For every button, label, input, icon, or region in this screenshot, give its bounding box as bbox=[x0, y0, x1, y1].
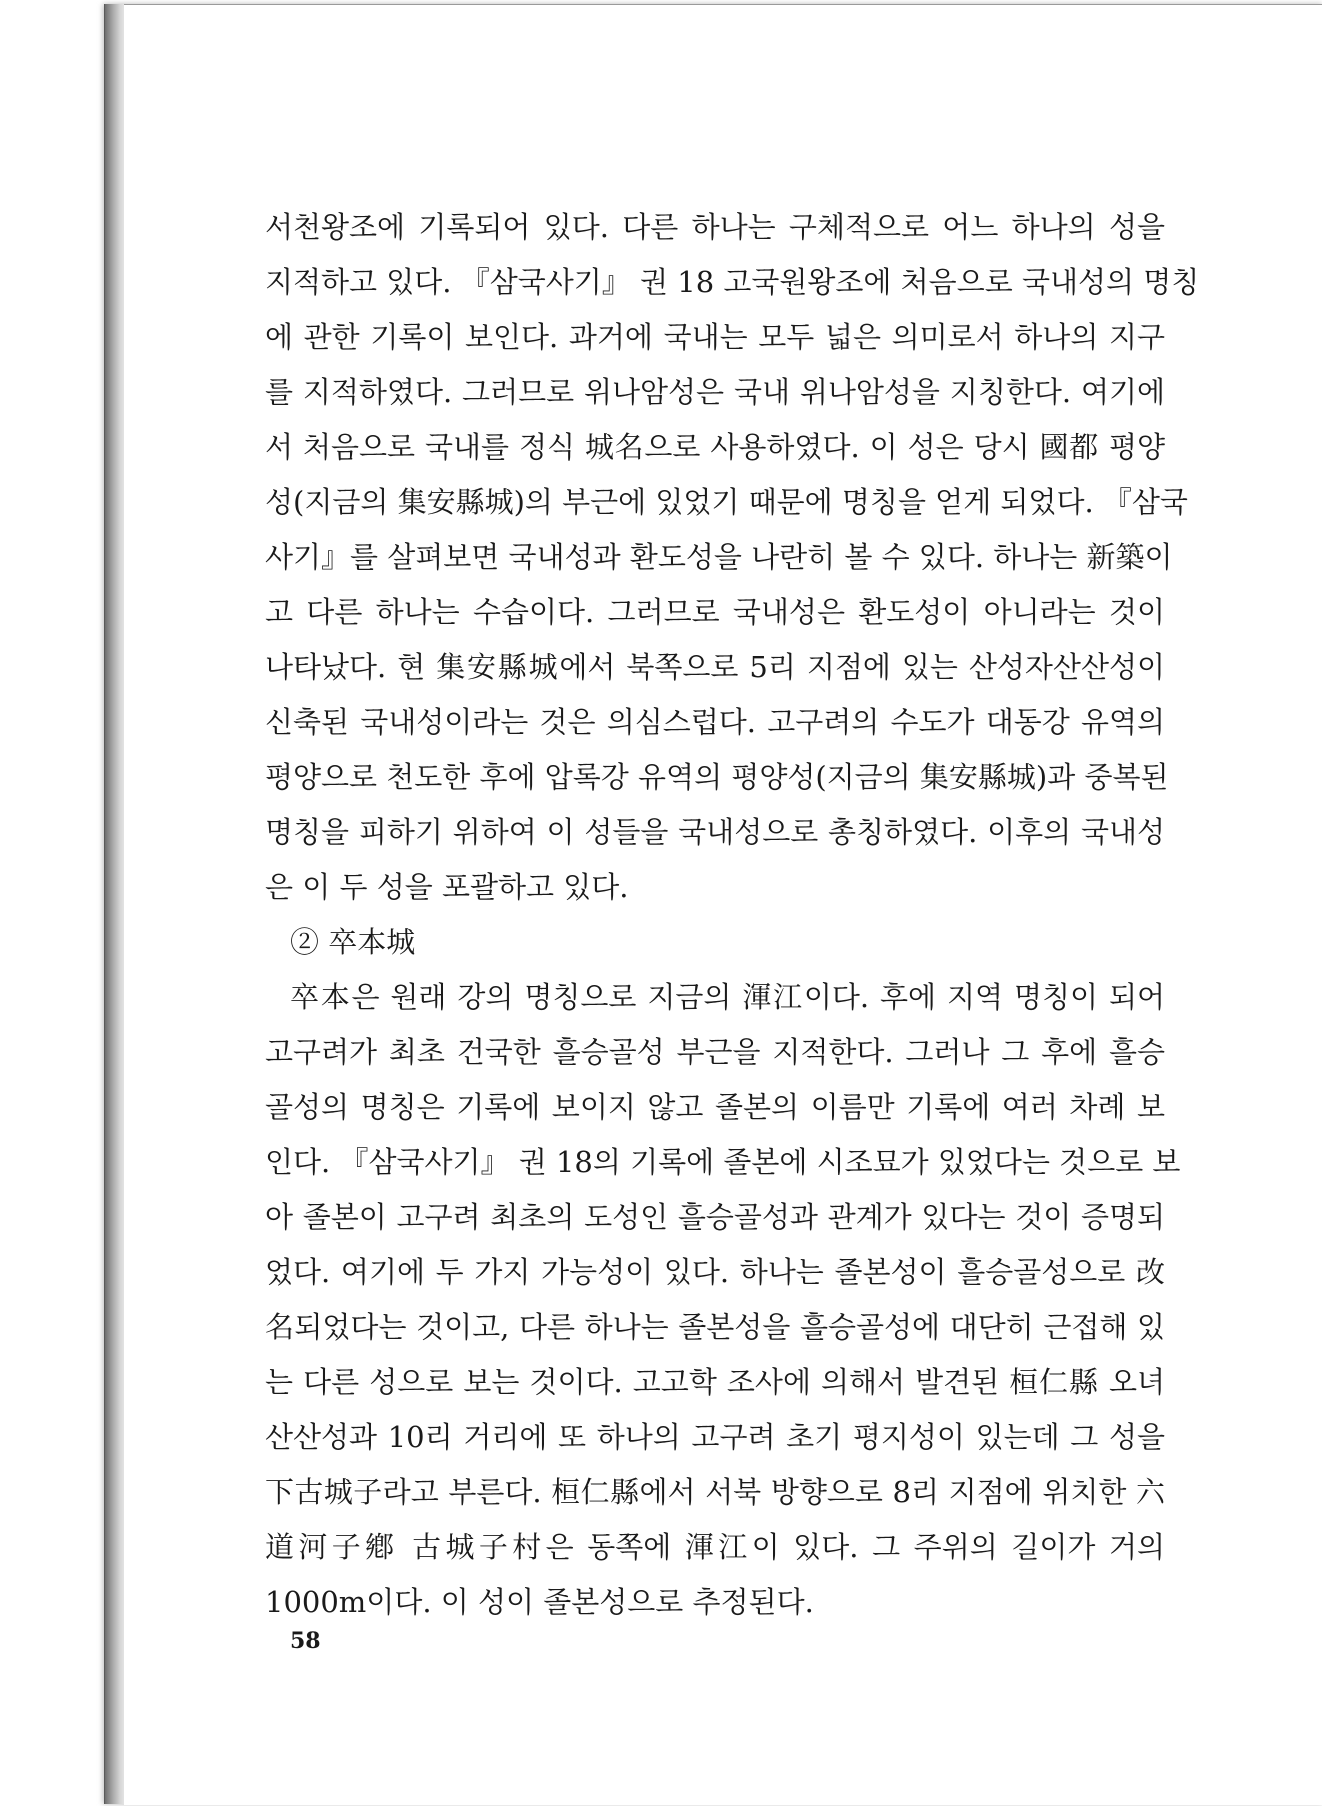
text-line: 지적하고 있다. 『삼국사기』 권 18 고국원왕조에 처음으로 국내성의 명칭 bbox=[265, 265, 1200, 299]
text-line: 평양으로 천도한 후에 압록강 유역의 평양성(지금의 集安縣城)과 중복된 bbox=[265, 760, 1169, 794]
text-line: 서 처음으로 국내를 정식 城名으로 사용하였다. 이 성은 당시 國都 평양 bbox=[265, 430, 1165, 464]
text-line: 名되었다는 것이고, 다른 하나는 졸본성을 흘승골성에 대단히 근접해 있 bbox=[265, 1310, 1165, 1344]
text-line: 고 다른 하나는 수습이다. 그러므로 국내성은 환도성이 아니라는 것이 bbox=[265, 595, 1165, 629]
text-line: 고구려가 최초 건국한 흘승골성 부근을 지적한다. 그러나 그 후에 흘승 bbox=[265, 1035, 1165, 1069]
text-line: 道河子鄕 古城子村은 동쪽에 渾江이 있다. 그 주위의 길이가 거의 bbox=[265, 1530, 1165, 1564]
text-line: 는 다른 성으로 보는 것이다. 고고학 조사에 의해서 발견된 桓仁縣 오녀 bbox=[265, 1365, 1165, 1399]
text-line: 나타났다. 현 集安縣城에서 북쪽으로 5리 지점에 있는 산성자산산성이 bbox=[265, 650, 1165, 684]
text-line: 성(지금의 集安縣城)의 부근에 있었기 때문에 명칭을 얻게 되었다. 『삼국 bbox=[265, 485, 1188, 519]
text-line: 신축된 국내성이라는 것은 의심스럽다. 고구려의 수도가 대동강 유역의 bbox=[265, 705, 1165, 739]
text-line: 下古城子라고 부른다. 桓仁縣에서 서북 방향으로 8리 지점에 위치한 六 bbox=[265, 1475, 1165, 1509]
text-line: 인다. 『삼국사기』 권 18의 기록에 졸본에 시조묘가 있었다는 것으로 보 bbox=[265, 1145, 1181, 1179]
paragraph-2 bbox=[265, 970, 1181, 1630]
text-line: 1000m이다. 이 성이 졸본성으로 추정된다. bbox=[265, 1585, 814, 1619]
text-line: 사기』를 살펴보면 국내성과 환도성을 나란히 볼 수 있다. 하나는 新築이 bbox=[265, 540, 1173, 574]
text-line: 은 이 두 성을 포괄하고 있다. bbox=[265, 870, 629, 904]
page-number: 58 bbox=[290, 1628, 321, 1654]
text-line: 골성의 명칭은 기록에 보이지 않고 졸본의 이름만 기록에 여러 차례 보 bbox=[265, 1090, 1165, 1124]
text-line: 서천왕조에 기록되어 있다. 다른 하나는 구체적으로 어느 하나의 성을 bbox=[265, 210, 1165, 244]
text-line: 를 지적하였다. 그러므로 위나암성은 국내 위나암성을 지칭한다. 여기에 bbox=[265, 375, 1165, 409]
section-heading: ② 卒本城 bbox=[290, 925, 416, 959]
paragraph-1 bbox=[265, 200, 1200, 915]
text-line: 卒本은 원래 강의 명칭으로 지금의 渾江이다. 후에 지역 명칭이 되어 bbox=[290, 980, 1165, 1014]
text-line: 아 졸본이 고구려 최초의 도성인 흘승골성과 관계가 있다는 것이 증명되 bbox=[265, 1200, 1165, 1234]
text-line: 명칭을 피하기 위하여 이 성들을 국내성으로 총칭하였다. 이후의 국내성 bbox=[265, 815, 1165, 849]
text-line: 었다. 여기에 두 가지 가능성이 있다. 하나는 졸본성이 흘승골성으로 改 bbox=[265, 1255, 1165, 1289]
body-text bbox=[265, 200, 1200, 1630]
text-line: 에 관한 기록이 보인다. 과거에 국내는 모두 넓은 의미로서 하나의 지구 bbox=[265, 320, 1165, 354]
text-line: 산산성과 10리 거리에 또 하나의 고구려 초기 평지성이 있는데 그 성을 bbox=[265, 1420, 1165, 1454]
